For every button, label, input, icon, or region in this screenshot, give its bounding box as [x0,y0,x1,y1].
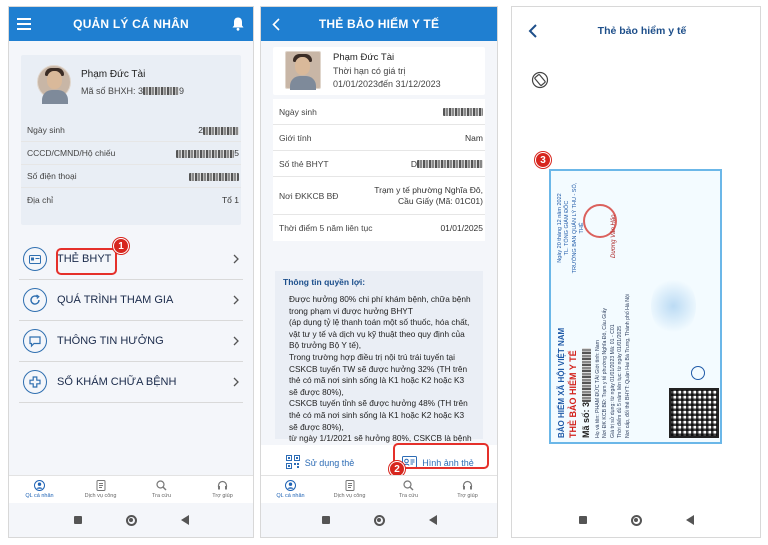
step-badge-1: 1 [113,238,129,254]
system-nav-bar [9,503,253,537]
bhxh-number: Mã số BHXH: 3 9 [81,85,185,96]
page-title: THẺ BẢO HIỂM Y TẾ [318,17,440,31]
back-arrow-icon[interactable] [512,24,552,38]
refresh-icon [23,288,47,312]
document-icon [95,480,106,491]
search-icon [156,480,167,491]
chevron-right-icon [229,295,243,305]
back-icon[interactable] [686,515,694,525]
info-row-dob: Ngày sinh [273,99,485,125]
info-row-address: Địa chỉ Tổ 1 [27,194,239,205]
info-row-gender: Giới tính Nam [273,125,485,151]
document-icon [344,480,355,491]
highlight-bhyt [56,248,117,275]
use-card-button[interactable] [261,455,379,471]
step-badge-3: 3 [535,152,551,168]
card-number: Mã số: 3 [581,348,591,438]
info-row-dob: Ngày sinh 2 [21,119,241,142]
nav-help[interactable]: Trợ giúp [438,476,497,503]
redacted-value [176,150,234,158]
card-title: THẺ BẢO HIỂM Y TẾ [568,350,578,438]
menu-item-benefits[interactable] [19,321,243,362]
chevron-right-icon [229,254,243,264]
home-icon[interactable] [631,515,642,526]
headset-icon [462,480,473,491]
medical-cross-icon [23,370,47,394]
redacted-value [417,160,483,168]
card-info-list [273,99,485,241]
feature-menu [19,239,243,403]
avatar [285,51,321,89]
info-row-phone: Số điện thoại [21,165,241,188]
chat-icon [23,329,47,353]
avatar [37,65,71,99]
card-icon [23,247,47,271]
menu-label: QUÁ TRÌNH THAM GIA [57,294,174,306]
redacted-value [203,127,239,135]
bhxh-logo-icon [691,366,705,380]
redacted-value [189,173,239,181]
qr-code-icon [286,455,300,471]
system-nav-bar [261,503,497,537]
person-icon [34,480,45,491]
validity-label: Thời hạn có giá trị [333,65,406,76]
nav-help[interactable]: Trợ giúp [192,476,253,503]
info-row-card-number: Số thẻ BHYT D [273,151,485,177]
card-content-rotated [551,171,724,446]
bell-icon[interactable] [223,17,253,31]
nav-lookup[interactable]: Tra cứu [379,476,438,503]
benefits-panel [275,271,483,444]
redacted-value [143,87,179,95]
step-badge-2: 2 [389,461,405,477]
back-arrow-icon[interactable] [261,18,291,31]
info-row-id: CCCD/CMND/Hộ chiếu 5 [21,142,241,165]
benefits-title: Thông tin quyền lợi: [283,277,366,287]
page-title: QUẢN LÝ CÁ NHÂN [73,17,189,31]
header [512,7,760,55]
info-list [21,119,241,211]
bottom-nav [9,475,253,503]
recent-apps-icon[interactable] [74,516,82,524]
headset-icon [217,480,228,491]
app-bar [261,7,497,41]
card-details: Họ và tên: PHẠM ĐỨC TÀI Giới tính: Nam Nơi ĐK KCB BĐ: Trạm y tế phường Nghĩa Đô, Cầu Giấy Giá trị sử dụng: từ ngày 01/01/2023 Mã: 01 - C01 Thời điểm đủ 5 năm liên tục: từ ngày 01/01/2025 Nơi cấp, đổi thẻ BHYT: Quận Hai Bà Trưng, Thành phố Hà Nội [595,293,631,438]
system-nav-bar [512,503,760,537]
card-signer: Dương Văn Hảo [611,214,617,258]
screen-card-image [511,6,761,538]
menu-item-participation[interactable] [19,280,243,321]
nav-personal[interactable]: QL cá nhân [9,476,70,503]
info-row-five-years: Thời điểm 5 năm liên tục 01/01/2025 [279,223,483,233]
card-issue-info: Ngày 20 tháng 12 năm 2022 TL. TỔNG GIÁM ĐỐC TRƯỞNG BAN QUẢN LÝ THU - SỔ, THẺ [557,182,586,274]
info-row-registered-clinic: Nơi ĐKKCB BĐ Trạm y tế phường Nghĩa Đô, Cầu Giấy (Mã: 01C01) [273,177,485,215]
nav-public-service[interactable]: Dịch vụ công [320,476,379,503]
back-icon[interactable] [181,515,189,525]
menu-item-medical-records[interactable] [19,362,243,403]
menu-label: THẺ BHYT [57,253,112,265]
screen-personal-management [8,6,254,538]
profile-name: Phạm Đức Tài [81,68,146,80]
back-icon[interactable] [429,515,437,525]
home-icon[interactable] [126,515,137,526]
screen-health-insurance-card [260,6,498,538]
recent-apps-icon[interactable] [579,516,587,524]
menu-item-bhyt-card[interactable] [19,239,243,280]
chevron-right-icon [229,336,243,346]
app-bar [9,7,253,41]
use-card-label: Sử dụng thẻ [304,458,355,468]
search-icon [403,480,414,491]
card-profile [273,47,485,95]
validity-range: 01/01/2023đến 31/12/2023 [333,78,441,89]
redacted-value [582,348,591,402]
recent-apps-icon[interactable] [322,516,330,524]
nav-lookup[interactable]: Tra cứu [131,476,192,503]
person-icon [285,480,296,491]
nav-public-service[interactable]: Dịch vụ công [70,476,131,503]
home-icon[interactable] [374,515,385,526]
profile-header [21,55,241,99]
insurance-card-image [549,169,722,444]
benefits-text: Được hưởng 80% chi phí khám bệnh, chữa bệnh trong phạm vi được hưởng BHYT (áp dụng tỷ lệ thanh toán một số thuốc, hóa chất, vật tư y tế và dịch vụ kỹ thuật theo quy định của Bộ trưởng Bộ Y tế), Trong trường hợp điều trị nội trú trái tuyến tại CSKCB tuyến TW sẽ được hưởng 32% (TH trên thẻ có mã nơi sinh sống là K1 hoặc K2 hoặc K3 sẽ được 80%), CSKCB tuyến tỉnh sẽ được hưởng 48% (TH trên thẻ có mã nơi sinh sống là K1 hoặc K2 hoặc K3 sẽ được 80%), từ ngày 1/1/2021 sẽ hưởng 80%, CSKCB là bệnh [289,294,472,444]
menu-label: SỔ KHÁM CHỮA BỆNH [57,376,177,388]
redacted-value [443,108,483,116]
bottom-nav [261,475,497,503]
menu-label: THÔNG TIN HƯỞNG [57,335,164,347]
profile-header [273,47,485,89]
qr-code [669,388,719,438]
nav-personal[interactable]: QL cá nhân [261,476,320,503]
watermark [651,276,696,336]
card-org: BẢO HIỂM XÃ HỘI VIỆT NAM [557,327,566,438]
menu-icon[interactable] [9,18,39,30]
card-image-label: Hình ảnh thẻ [422,458,474,468]
profile-name: Phạm Đức Tài [333,51,395,63]
rotate-icon[interactable] [531,71,549,94]
page-title: Thẻ bảo hiểm y tế [597,25,687,37]
chevron-right-icon [229,377,243,387]
highlight-card-image [393,443,489,469]
